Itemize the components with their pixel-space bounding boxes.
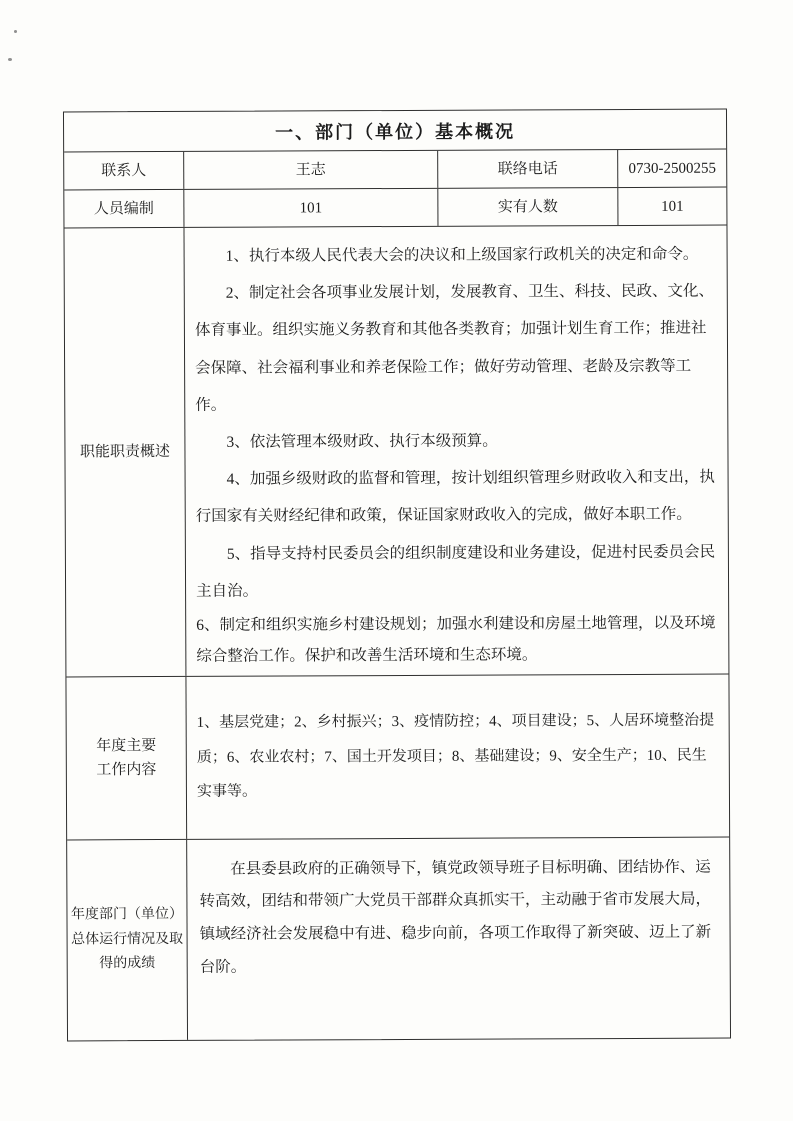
duties-paragraph: 4、加强乡级财政的监督和管理，按计划组织管理乡财政收入和支出，执行国家有关财经纪律和政策，保证国家财政收入的完成，做好本职工作。 [195,468,715,526]
duties-paragraph: 3、依法管理本级财政、执行本级预算。 [226,432,498,451]
staffing-quota-label: 人员编制 [64,190,184,228]
row-performance [67,837,730,1040]
duties-paragraph: 2、制定社会各项事业发展计划，发展教育、卫生、科技、民政、文化、体育事业。组织实施义务教育和其他各类教育；加强计划生育工作；推进社会保障、社会福利事业和养老保险工作；做好劳动管理、老龄及宗教等工作。 [194,282,715,414]
staffing-quota-value: 101 [184,189,438,227]
row-annual-work [66,674,729,840]
actual-headcount-label: 实有人数 [438,188,618,226]
annual-work-label [66,677,187,840]
duties-paragraph: 5、指导支持村民委员会的组织制度建设和业务建设，促进村民委员会民主自治。 [196,543,716,600]
row-duties [64,226,728,678]
scan-speck [8,58,12,61]
duties-paragraph: 6、制定和组织实施乡村建设规划；加强水利建设和房屋土地管理，以及环境综合整治工作。保护和改善生活环境和生态环境。 [196,614,716,665]
annual-work-content-text: 1、基层党建；2、乡村振兴；3、疫情防控；4、项目建设；5、人居环境整治提质；6、农业农村；7、国土开发项目；8、基础建设；9、安全生产；10、民生实事等。 [196,712,715,800]
performance-label [67,840,188,1041]
contact-phone-label: 联络电话 [438,150,618,188]
table-title: 一、部门（单位）基本概况 [275,120,516,143]
annual-work-content [186,674,729,838]
duties-content [184,226,728,676]
row-contact [64,150,726,191]
duties-paragraph: 1、执行本级人民代表大会的决议和上级国家行政机关的决定和命令。 [225,245,699,265]
performance-label-text: 年度部门（单位）总体运行情况及取得的成绩 [70,907,184,972]
scan-speck [14,30,17,33]
table-title-row [64,110,726,153]
contact-person-label: 联系人 [64,152,184,190]
performance-content-text: 在县委县政府的正确领导下，镇党政领导班子目标明确、团结协作、运转高效，团结和带领广大党员干部群众真抓实干，主动融于省市发展大局，镇域经济社会发展稳中有进、稳步向前，各项工作取得了新突破、迈上了新台阶。 [199,858,712,976]
duties-label-text: 职能职责概述 [79,443,170,461]
basic-overview-table [63,109,731,1042]
contact-person-value: 王志 [184,151,438,189]
actual-headcount-value: 101 [661,198,684,215]
duties-label [64,228,186,676]
annual-work-label-text: 年度主要工作内容 [96,737,157,779]
performance-content [187,837,730,1039]
row-staffing [64,188,726,229]
contact-phone-value: 0730-2500255 [628,160,717,177]
